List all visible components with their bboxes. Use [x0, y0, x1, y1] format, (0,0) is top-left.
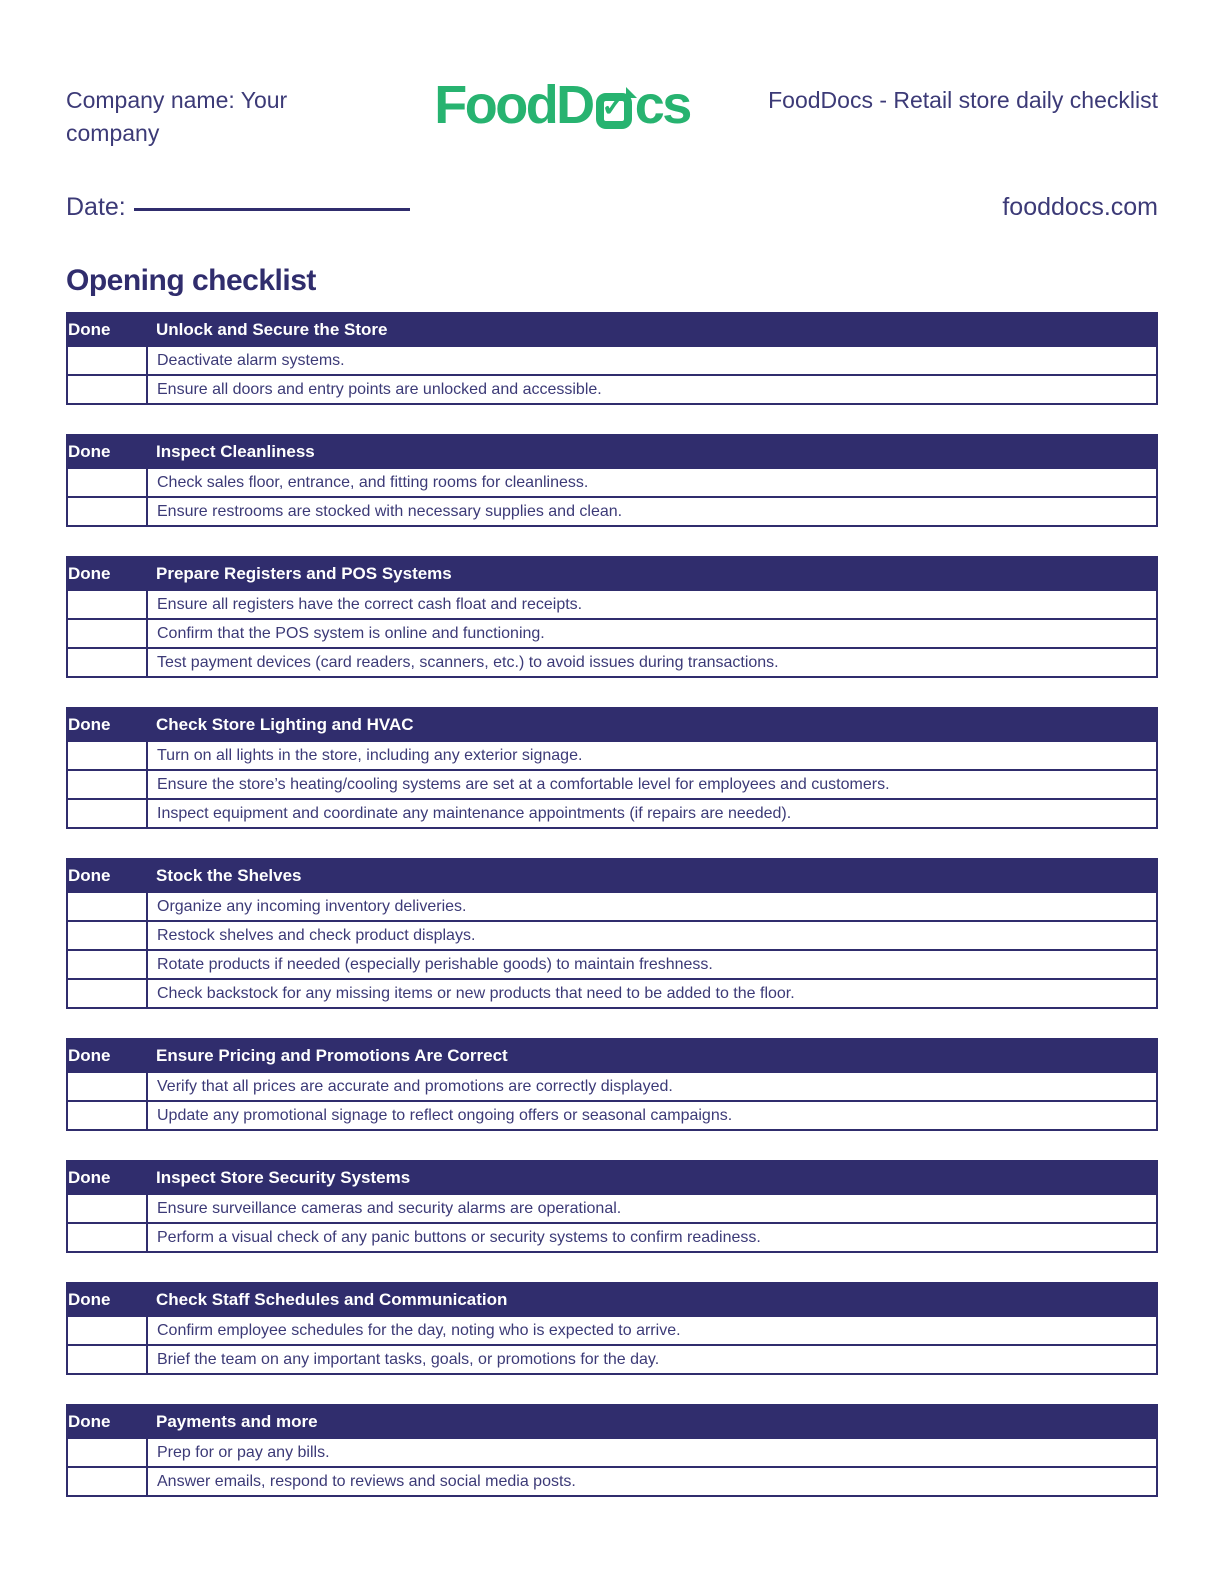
task-row — [67, 497, 1157, 526]
checklist-table — [66, 707, 1158, 829]
task-text: Check backstock for any missing items or new products that need to be added to the floor. — [147, 979, 1157, 1008]
table-title: Payments and more — [147, 1405, 1157, 1438]
task-row — [67, 770, 1157, 799]
task-text: Ensure the store’s heating/cooling systems are set at a comfortable level for employees and customers. — [147, 770, 1157, 799]
date-fill-line[interactable] — [134, 208, 410, 211]
task-row — [67, 921, 1157, 950]
logo-pencil-nib-icon — [626, 87, 637, 98]
task-row — [67, 1316, 1157, 1345]
done-checkbox[interactable] — [67, 979, 147, 1008]
checklist-table — [66, 556, 1158, 678]
checklist-table — [66, 312, 1158, 405]
checklist-table — [66, 1038, 1158, 1131]
done-checkbox[interactable] — [67, 1194, 147, 1223]
task-text: Ensure restrooms are stocked with necessary supplies and clean. — [147, 497, 1157, 526]
done-column-header: Done — [67, 1283, 147, 1316]
done-checkbox[interactable] — [67, 799, 147, 828]
done-column-header: Done — [67, 557, 147, 590]
logo-checkbox-icon — [596, 89, 632, 129]
fooddocs-logo — [434, 66, 690, 136]
task-row — [67, 979, 1157, 1008]
done-checkbox[interactable] — [67, 619, 147, 648]
table-title: Inspect Store Security Systems — [147, 1161, 1157, 1194]
task-row — [67, 892, 1157, 921]
task-row — [67, 799, 1157, 828]
task-row — [67, 1194, 1157, 1223]
checklist-table — [66, 434, 1158, 527]
task-text: Rotate products if needed (especially perishable goods) to maintain freshness. — [147, 950, 1157, 979]
task-text: Deactivate alarm systems. — [147, 346, 1157, 375]
table-header-row — [67, 557, 1157, 590]
task-row — [67, 648, 1157, 677]
task-row — [67, 375, 1157, 404]
task-text: Ensure all doors and entry points are unlocked and accessible. — [147, 375, 1157, 404]
checklist-table — [66, 858, 1158, 1009]
logo-checkmark-icon: ✓ — [601, 89, 627, 123]
done-column-header: Done — [67, 435, 147, 468]
task-row — [67, 1223, 1157, 1252]
table-title: Ensure Pricing and Promotions Are Correct — [147, 1039, 1157, 1072]
task-row — [67, 950, 1157, 979]
checklist-table — [66, 1160, 1158, 1253]
section-heading: Opening checklist — [66, 264, 316, 298]
checklist-table — [66, 1282, 1158, 1375]
company-name: Company name: Your company — [66, 87, 288, 146]
done-checkbox[interactable] — [67, 770, 147, 799]
done-checkbox[interactable] — [67, 921, 147, 950]
task-text: Test payment devices (card readers, scanners, etc.) to avoid issues during transactions. — [147, 648, 1157, 677]
done-checkbox[interactable] — [67, 1072, 147, 1101]
table-title: Check Store Lighting and HVAC — [147, 708, 1157, 741]
table-header-row — [67, 313, 1157, 346]
done-column-header: Done — [67, 708, 147, 741]
done-checkbox[interactable] — [67, 497, 147, 526]
done-checkbox[interactable] — [67, 1438, 147, 1467]
website-text: fooddocs.com — [1002, 193, 1158, 222]
done-checkbox[interactable] — [67, 892, 147, 921]
table-title: Inspect Cleanliness — [147, 435, 1157, 468]
task-text: Check sales floor, entrance, and fitting rooms for cleanliness. — [147, 468, 1157, 497]
done-column-header: Done — [67, 1405, 147, 1438]
document-header — [66, 66, 1158, 149]
task-text: Brief the team on any important tasks, goals, or promotions for the day. — [147, 1345, 1157, 1374]
done-checkbox[interactable] — [67, 741, 147, 770]
task-row — [67, 741, 1157, 770]
done-column-header: Done — [67, 859, 147, 892]
done-checkbox[interactable] — [67, 590, 147, 619]
table-title: Unlock and Secure the Store — [147, 313, 1157, 346]
task-text: Ensure surveillance cameras and security alarms are operational. — [147, 1194, 1157, 1223]
table-header-row — [67, 1405, 1157, 1438]
date-field — [66, 193, 410, 222]
task-text: Prep for or pay any bills. — [147, 1438, 1157, 1467]
table-title: Prepare Registers and POS Systems — [147, 557, 1157, 590]
table-header-row — [67, 1283, 1157, 1316]
task-row — [67, 1072, 1157, 1101]
logo-text-food: FoodD — [434, 75, 593, 135]
done-checkbox[interactable] — [67, 375, 147, 404]
task-row — [67, 619, 1157, 648]
task-text: Inspect equipment and coordinate any maintenance appointments (if repairs are needed). — [147, 799, 1157, 828]
done-checkbox[interactable] — [67, 1345, 147, 1374]
task-row — [67, 1467, 1157, 1496]
table-title: Stock the Shelves — [147, 859, 1157, 892]
task-text: Turn on all lights in the store, including any exterior signage. — [147, 741, 1157, 770]
logo-text-cs: cs — [634, 75, 690, 135]
task-row — [67, 1101, 1157, 1130]
table-header-row — [67, 708, 1157, 741]
task-text: Organize any incoming inventory deliveries. — [147, 892, 1157, 921]
task-text: Confirm employee schedules for the day, noting who is expected to arrive. — [147, 1316, 1157, 1345]
done-column-header: Done — [67, 313, 147, 346]
document-title: FoodDocs - Retail store daily checklist — [768, 87, 1158, 113]
table-header-row — [67, 859, 1157, 892]
table-header-row — [67, 435, 1157, 468]
done-checkbox[interactable] — [67, 1316, 147, 1345]
done-column-header: Done — [67, 1161, 147, 1194]
task-text: Confirm that the POS system is online and functioning. — [147, 619, 1157, 648]
done-checkbox[interactable] — [67, 468, 147, 497]
table-header-row — [67, 1161, 1157, 1194]
task-row — [67, 1345, 1157, 1374]
date-row — [66, 193, 1158, 222]
task-text: Ensure all registers have the correct cash float and receipts. — [147, 590, 1157, 619]
task-text: Update any promotional signage to reflect ongoing offers or seasonal campaigns. — [147, 1101, 1157, 1130]
task-text: Restock shelves and check product displays. — [147, 921, 1157, 950]
done-checkbox[interactable] — [67, 950, 147, 979]
done-checkbox[interactable] — [67, 346, 147, 375]
done-checkbox[interactable] — [67, 648, 147, 677]
task-text: Answer emails, respond to reviews and social media posts. — [147, 1467, 1157, 1496]
done-checkbox[interactable] — [67, 1467, 147, 1496]
task-row — [67, 590, 1157, 619]
task-row — [67, 468, 1157, 497]
done-checkbox[interactable] — [67, 1101, 147, 1130]
done-column-header: Done — [67, 1039, 147, 1072]
checklist-tables — [66, 312, 1158, 1497]
done-checkbox[interactable] — [67, 1223, 147, 1252]
task-row — [67, 346, 1157, 375]
checklist-table — [66, 1404, 1158, 1497]
task-row — [67, 1438, 1157, 1467]
date-label: Date: — [66, 193, 126, 222]
task-text: Perform a visual check of any panic buttons or security systems to confirm readiness. — [147, 1223, 1157, 1252]
table-title: Check Staff Schedules and Communication — [147, 1283, 1157, 1316]
table-header-row — [67, 1039, 1157, 1072]
task-text: Verify that all prices are accurate and promotions are correctly displayed. — [147, 1072, 1157, 1101]
